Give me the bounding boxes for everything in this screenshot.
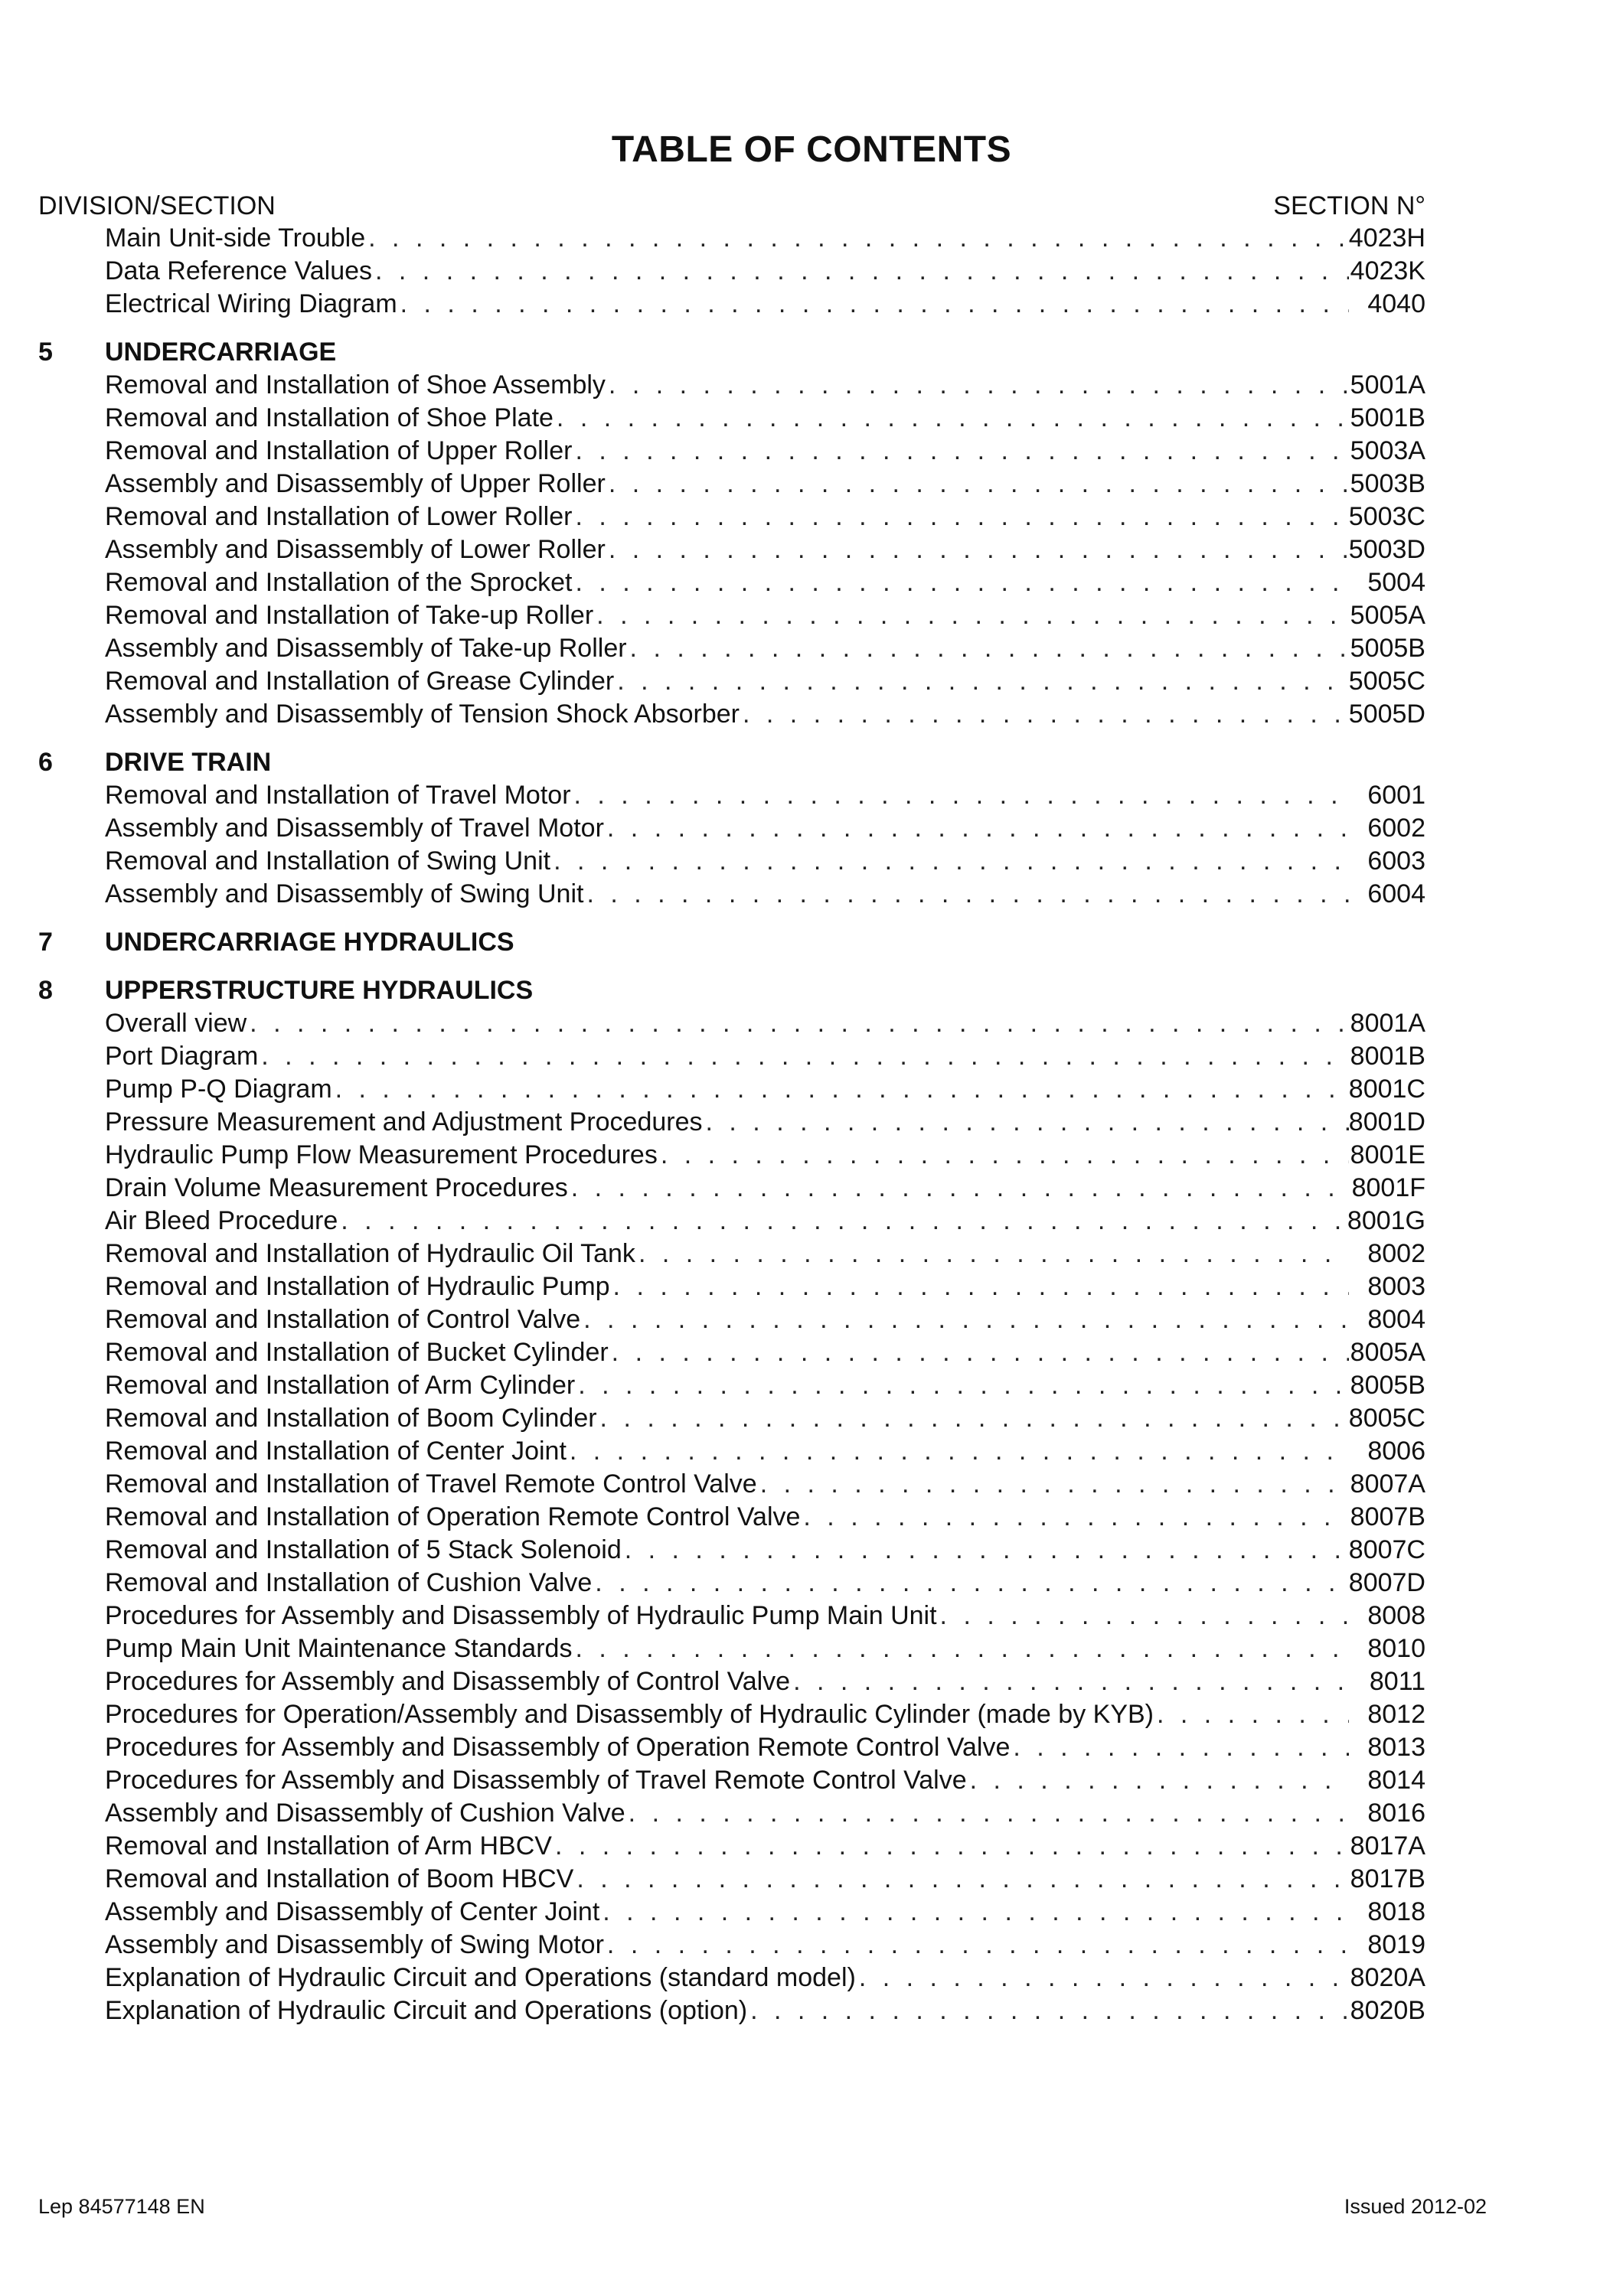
dot-leader xyxy=(604,812,1349,845)
entry-title: Removal and Installation of Take-up Roller xyxy=(105,601,594,630)
toc-entry[interactable] xyxy=(105,1336,1425,1369)
toc-section xyxy=(38,926,1425,959)
section-number: 6 xyxy=(38,748,53,777)
toc-entry[interactable] xyxy=(105,1567,1425,1600)
toc-entry[interactable] xyxy=(105,1534,1425,1567)
entry-section-number: 8001B xyxy=(1350,1042,1425,1071)
entry-title: Removal and Installation of Center Joint xyxy=(105,1437,567,1466)
dot-leader xyxy=(757,1468,1349,1501)
toc-entry[interactable] xyxy=(105,468,1425,501)
toc-entry[interactable] xyxy=(105,779,1425,812)
entry-title: Port Diagram xyxy=(105,1042,259,1071)
dot-leader xyxy=(573,1863,1349,1896)
entry-title: Procedures for Assembly and Disassembly of Operation Remote Control Valve xyxy=(105,1733,1011,1762)
entry-title: Removal and Installation of Hydraulic Pump xyxy=(105,1272,610,1301)
entry-title: Explanation of Hydraulic Circuit and Operations (standard model) xyxy=(105,1963,856,1992)
dot-leader xyxy=(606,533,1349,566)
dot-leader xyxy=(856,1962,1349,1994)
toc-entry[interactable] xyxy=(105,1929,1425,1962)
entry-section-number: 4023H xyxy=(1348,223,1425,253)
entry-title: Removal and Installation of Arm Cylinder xyxy=(105,1371,576,1400)
dot-leader xyxy=(372,255,1349,288)
entry-section-number: 8003 xyxy=(1367,1272,1425,1301)
dot-leader xyxy=(592,1567,1349,1600)
footer-issue-date: Issued 2012-02 xyxy=(1344,2195,1487,2218)
entry-section-number: 8007C xyxy=(1348,1535,1425,1564)
toc-entry[interactable] xyxy=(105,1665,1425,1698)
column-header-division: DIVISION/SECTION xyxy=(38,191,276,220)
toc-section xyxy=(38,222,1425,321)
dot-leader xyxy=(572,566,1349,599)
toc-entry[interactable] xyxy=(105,501,1425,533)
entry-title: Overall view xyxy=(105,1009,247,1038)
dot-leader xyxy=(610,1270,1349,1303)
dot-leader xyxy=(583,878,1349,911)
entry-title: Explanation of Hydraulic Circuit and Operations (option) xyxy=(105,1996,748,2025)
entry-title: Assembly and Disassembly of Swing Unit xyxy=(105,879,584,908)
entry-title: Data Reference Values xyxy=(105,256,373,285)
entry-section-number: 8008 xyxy=(1367,1601,1425,1630)
section-name: UNDERCARRIAGE xyxy=(105,338,337,367)
toc-entry[interactable] xyxy=(105,255,1425,288)
dot-leader xyxy=(597,1402,1349,1435)
entry-section-number: 5005A xyxy=(1350,601,1425,630)
toc-entry[interactable] xyxy=(105,1468,1425,1501)
entry-section-number: 6003 xyxy=(1367,846,1425,876)
entry-section-number: 8006 xyxy=(1367,1437,1425,1466)
toc-entry[interactable] xyxy=(105,1270,1425,1303)
toc-entry[interactable] xyxy=(105,1435,1425,1468)
dot-leader xyxy=(1154,1698,1349,1731)
section-name: UNDERCARRIAGE HYDRAULICS xyxy=(105,928,514,957)
dot-leader xyxy=(800,1501,1349,1534)
page-title: TABLE OF CONTENTS xyxy=(611,129,1012,170)
entry-title: Removal and Installation of Hydraulic Oil Tank xyxy=(105,1239,635,1268)
dot-leader xyxy=(572,501,1348,533)
entry-title: Pressure Measurement and Adjustment Procedures xyxy=(105,1107,703,1137)
entry-section-number: 8020B xyxy=(1350,1996,1425,2025)
entry-section-number: 6002 xyxy=(1367,814,1425,843)
toc-entry[interactable] xyxy=(105,288,1425,321)
entry-title: Removal and Installation of the Sprocket xyxy=(105,568,573,597)
toc-entry[interactable] xyxy=(105,1106,1425,1139)
dot-leader xyxy=(658,1139,1349,1172)
entry-section-number: 8001E xyxy=(1350,1140,1425,1169)
toc-section xyxy=(38,974,1425,2027)
entry-section-number: 8001G xyxy=(1347,1206,1425,1235)
dot-leader xyxy=(550,845,1349,878)
dot-leader xyxy=(606,468,1349,501)
section-heading xyxy=(38,974,1425,1007)
dot-leader xyxy=(635,1238,1349,1270)
entry-title: Pump P-Q Diagram xyxy=(105,1075,332,1104)
entry-title: Removal and Installation of Grease Cylinder xyxy=(105,667,615,696)
dot-leader xyxy=(332,1073,1349,1106)
toc-entry[interactable] xyxy=(105,698,1425,731)
dot-leader xyxy=(604,1929,1349,1962)
entry-section-number: 5005D xyxy=(1348,700,1425,729)
entry-section-number: 8005A xyxy=(1350,1338,1425,1367)
entry-section-number: 8001D xyxy=(1348,1107,1425,1137)
dot-leader xyxy=(622,1534,1349,1567)
entry-section-number: 8004 xyxy=(1367,1305,1425,1334)
entry-title: Assembly and Disassembly of Swing Motor xyxy=(105,1930,604,1959)
entry-title: Removal and Installation of Operation Remote Control Valve xyxy=(105,1502,801,1531)
entry-section-number: 8013 xyxy=(1367,1733,1425,1762)
entry-title: Removal and Installation of Travel Motor xyxy=(105,781,571,810)
toc-entry[interactable] xyxy=(105,566,1425,599)
dot-leader xyxy=(593,599,1349,632)
toc-entry[interactable] xyxy=(105,1698,1425,1731)
toc-entry[interactable] xyxy=(105,402,1425,435)
dot-leader xyxy=(571,779,1349,812)
dot-leader xyxy=(1010,1731,1349,1764)
entry-title: Procedures for Assembly and Disassembly of Control Valve xyxy=(105,1667,791,1696)
entry-title: Removal and Installation of Cushion Valve xyxy=(105,1568,593,1597)
entry-title: Removal and Installation of Boom HBCV xyxy=(105,1864,574,1893)
entry-section-number: 5001A xyxy=(1350,370,1425,400)
entry-title: Removal and Installation of Bucket Cylinder xyxy=(105,1338,609,1367)
dot-leader xyxy=(614,665,1349,698)
dot-leader xyxy=(365,222,1349,255)
entry-title: Hydraulic Pump Flow Measurement Procedures xyxy=(105,1140,658,1169)
entry-section-number: 8014 xyxy=(1367,1766,1425,1795)
entry-section-number: 5001B xyxy=(1350,403,1425,432)
entry-section-number: 8007D xyxy=(1348,1568,1425,1597)
section-heading xyxy=(38,746,1425,779)
section-number: 7 xyxy=(38,928,53,957)
table-of-contents xyxy=(38,222,1425,2043)
toc-entry[interactable] xyxy=(105,599,1425,632)
entry-title: Assembly and Disassembly of Cushion Valve xyxy=(105,1799,625,1828)
toc-section xyxy=(38,336,1425,731)
entry-section-number: 8001F xyxy=(1351,1173,1425,1202)
entry-title: Drain Volume Measurement Procedures xyxy=(105,1173,568,1202)
entry-section-number: 8007A xyxy=(1350,1469,1425,1499)
entry-title: Main Unit-side Trouble xyxy=(105,223,366,253)
entry-section-number: 5003D xyxy=(1348,535,1425,564)
entry-section-number: 4040 xyxy=(1367,289,1425,318)
section-name: UPPERSTRUCTURE HYDRAULICS xyxy=(105,976,534,1005)
dot-leader xyxy=(397,288,1349,321)
footer-document-number: Lep 84577148 EN xyxy=(38,2195,205,2218)
entry-section-number: 5005C xyxy=(1348,667,1425,696)
toc-entry[interactable] xyxy=(105,1303,1425,1336)
dot-leader xyxy=(609,1336,1349,1369)
entry-section-number: 8005B xyxy=(1350,1371,1425,1400)
entry-title: Air Bleed Procedure xyxy=(105,1206,338,1235)
dot-leader xyxy=(599,1896,1349,1929)
entry-section-number: 8011 xyxy=(1369,1667,1425,1696)
toc-entry[interactable] xyxy=(105,1962,1425,1994)
entry-title: Removal and Installation of Swing Unit xyxy=(105,846,551,876)
entry-section-number: 5005B xyxy=(1350,634,1425,663)
entry-title: Assembly and Disassembly of Lower Roller xyxy=(105,535,606,564)
toc-entry[interactable] xyxy=(105,1863,1425,1896)
entry-section-number: 5003C xyxy=(1348,502,1425,531)
entry-section-number: 8002 xyxy=(1367,1239,1425,1268)
dot-leader xyxy=(572,435,1349,468)
entry-title: Procedures for Assembly and Disassembly of Hydraulic Pump Main Unit xyxy=(105,1601,937,1630)
entry-title: Assembly and Disassembly of Tension Shock Absorber xyxy=(105,700,740,729)
dot-leader xyxy=(338,1205,1347,1238)
dot-leader xyxy=(580,1303,1349,1336)
toc-entry[interactable] xyxy=(105,1994,1425,2027)
entry-title: Assembly and Disassembly of Center Joint xyxy=(105,1897,600,1926)
dot-leader xyxy=(247,1007,1349,1040)
section-number: 5 xyxy=(38,338,53,367)
toc-entry[interactable] xyxy=(105,435,1425,468)
dot-leader xyxy=(967,1764,1349,1797)
toc-section xyxy=(38,746,1425,911)
toc-entry[interactable] xyxy=(105,1369,1425,1402)
toc-entry[interactable] xyxy=(105,1501,1425,1534)
dot-leader xyxy=(627,632,1349,665)
entry-section-number: 8001A xyxy=(1350,1009,1425,1038)
toc-entry[interactable] xyxy=(105,1764,1425,1797)
entry-title: Electrical Wiring Diagram xyxy=(105,289,397,318)
entry-section-number: 8012 xyxy=(1367,1700,1425,1729)
toc-entry[interactable] xyxy=(105,369,1425,402)
toc-entry[interactable] xyxy=(105,812,1425,845)
section-number: 8 xyxy=(38,976,53,1005)
entry-section-number: 6001 xyxy=(1367,781,1425,810)
dot-leader xyxy=(747,1994,1349,2027)
entry-section-number: 6004 xyxy=(1367,879,1425,908)
dot-leader xyxy=(258,1040,1349,1073)
toc-entry[interactable] xyxy=(105,222,1425,255)
toc-entry[interactable] xyxy=(105,1238,1425,1270)
entry-section-number: 8019 xyxy=(1367,1930,1425,1959)
entry-title: Removal and Installation of Travel Remote Control Valve xyxy=(105,1469,757,1499)
entry-section-number: 8010 xyxy=(1367,1634,1425,1663)
entry-title: Removal and Installation of Control Valve xyxy=(105,1305,581,1334)
entry-title: Assembly and Disassembly of Travel Motor xyxy=(105,814,604,843)
entry-title: Removal and Installation of Arm HBCV xyxy=(105,1831,552,1861)
entry-title: Removal and Installation of Shoe Assembly xyxy=(105,370,606,400)
entry-section-number: 8020A xyxy=(1350,1963,1425,1992)
entry-title: Procedures for Operation/Assembly and Disassembly of Hydraulic Cylinder (made by KYB) xyxy=(105,1700,1154,1729)
toc-entry[interactable] xyxy=(105,1600,1425,1632)
column-header-section-number: SECTION N° xyxy=(1273,191,1425,220)
toc-entry[interactable] xyxy=(105,1007,1425,1040)
dot-leader xyxy=(572,1632,1349,1665)
dot-leader xyxy=(703,1106,1349,1139)
toc-entry[interactable] xyxy=(105,533,1425,566)
dot-leader xyxy=(740,698,1349,731)
toc-entry[interactable] xyxy=(105,878,1425,911)
toc-entry[interactable] xyxy=(105,1139,1425,1172)
dot-leader xyxy=(567,1435,1349,1468)
toc-entry[interactable] xyxy=(105,1205,1425,1238)
dot-leader xyxy=(568,1172,1349,1205)
toc-entry[interactable] xyxy=(105,845,1425,878)
entry-title: Assembly and Disassembly of Take-up Roller xyxy=(105,634,627,663)
section-heading xyxy=(38,926,1425,959)
toc-entry[interactable] xyxy=(105,1073,1425,1106)
toc-entry[interactable] xyxy=(105,1731,1425,1764)
dot-leader xyxy=(937,1600,1349,1632)
toc-entry[interactable] xyxy=(105,1632,1425,1665)
entry-section-number: 4023K xyxy=(1350,256,1425,285)
entry-title: Assembly and Disassembly of Upper Roller xyxy=(105,469,606,498)
dot-leader xyxy=(625,1797,1349,1830)
dot-leader xyxy=(790,1665,1349,1698)
toc-entry[interactable] xyxy=(105,1896,1425,1929)
entry-section-number: 8017A xyxy=(1350,1831,1425,1861)
section-heading xyxy=(38,336,1425,369)
toc-entry[interactable] xyxy=(105,1797,1425,1830)
entry-section-number: 8016 xyxy=(1367,1799,1425,1828)
dot-leader xyxy=(606,369,1349,402)
entry-title: Pump Main Unit Maintenance Standards xyxy=(105,1634,573,1663)
entry-section-number: 5004 xyxy=(1367,568,1425,597)
entry-title: Removal and Installation of Shoe Plate xyxy=(105,403,554,432)
toc-entry[interactable] xyxy=(105,1830,1425,1863)
entry-section-number: 5003B xyxy=(1350,469,1425,498)
entry-title: Removal and Installation of Lower Roller xyxy=(105,502,573,531)
entry-section-number: 8018 xyxy=(1367,1897,1425,1926)
toc-entry[interactable] xyxy=(105,1402,1425,1435)
toc-entry[interactable] xyxy=(105,1172,1425,1205)
entry-title: Removal and Installation of Upper Roller xyxy=(105,436,573,465)
entry-section-number: 8007B xyxy=(1350,1502,1425,1531)
entry-title: Procedures for Assembly and Disassembly of Travel Remote Control Valve xyxy=(105,1766,967,1795)
dot-leader xyxy=(554,402,1349,435)
entry-title: Removal and Installation of Boom Cylinder xyxy=(105,1404,597,1433)
entry-section-number: 8017B xyxy=(1350,1864,1425,1893)
dot-leader xyxy=(575,1369,1349,1402)
entry-section-number: 5003A xyxy=(1350,436,1425,465)
toc-entry[interactable] xyxy=(105,665,1425,698)
toc-entry[interactable] xyxy=(105,1040,1425,1073)
dot-leader xyxy=(552,1830,1349,1863)
entry-section-number: 8001C xyxy=(1348,1075,1425,1104)
entry-section-number: 8005C xyxy=(1348,1404,1425,1433)
toc-entry[interactable] xyxy=(105,632,1425,665)
section-name: DRIVE TRAIN xyxy=(105,748,272,777)
entry-title: Removal and Installation of 5 Stack Solenoid xyxy=(105,1535,622,1564)
